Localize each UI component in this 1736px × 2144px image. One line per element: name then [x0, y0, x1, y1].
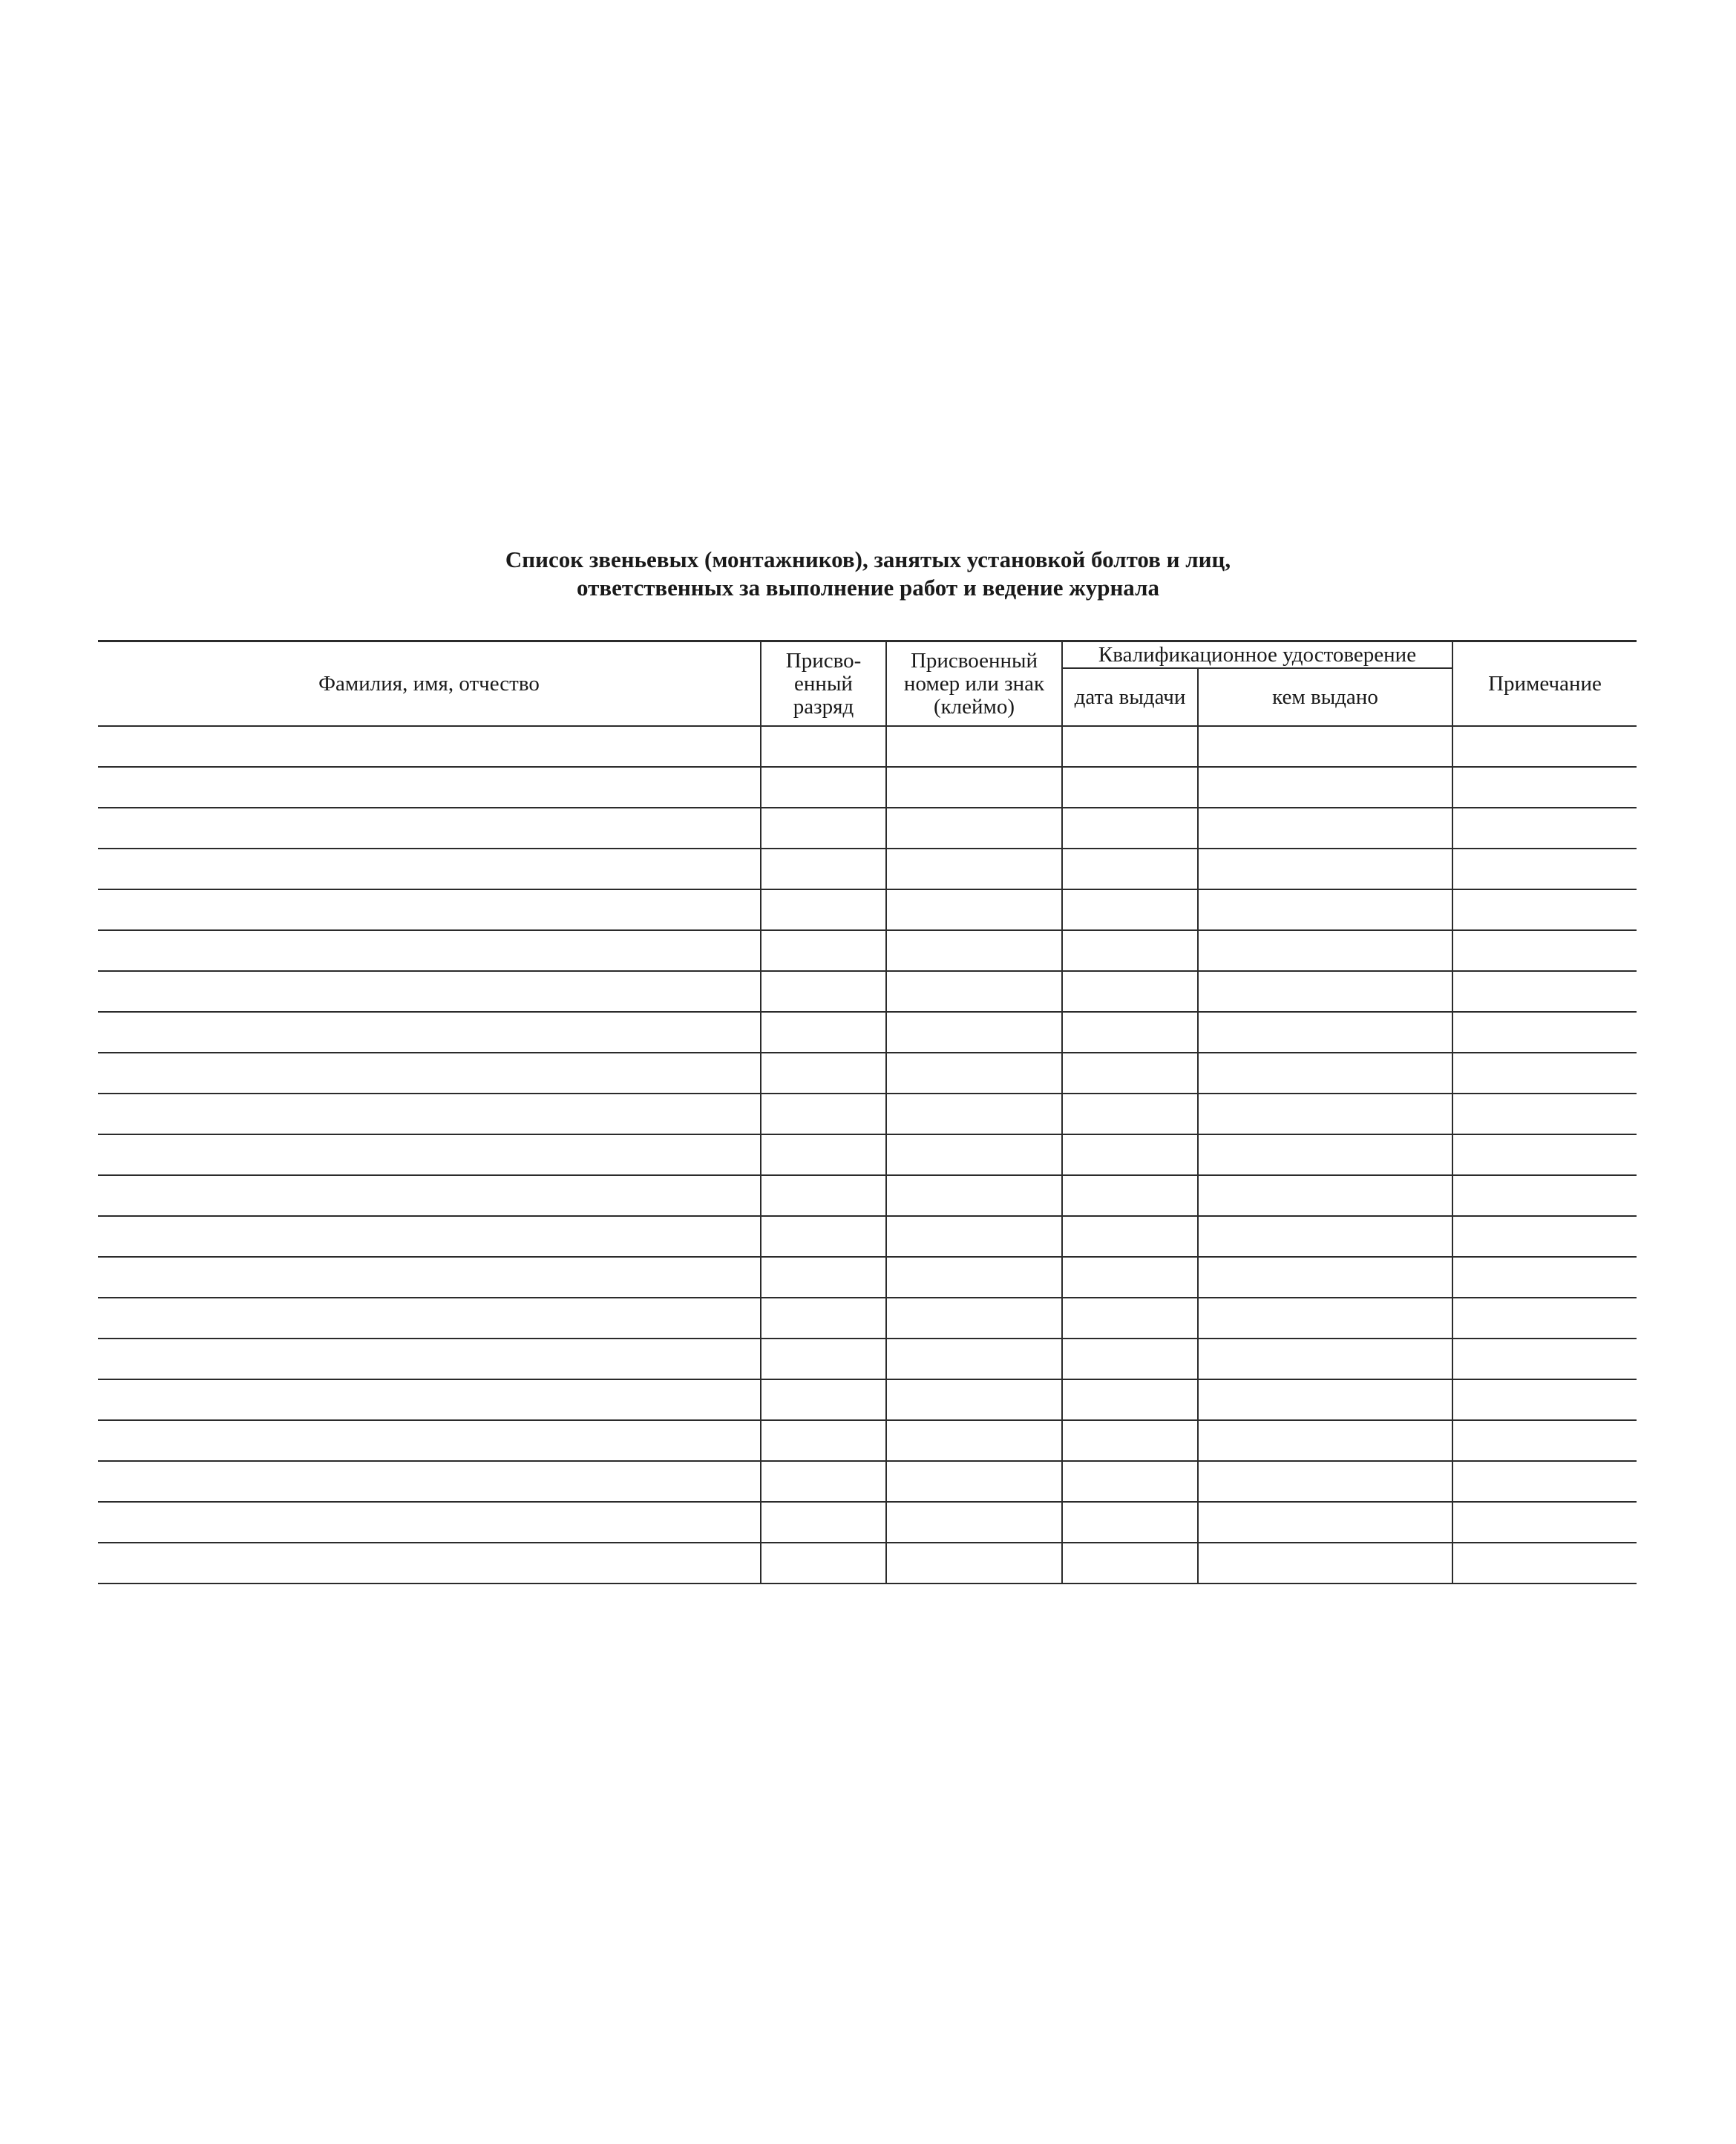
cell-issue-date [1062, 1012, 1198, 1053]
cell-issue-date [1062, 1134, 1198, 1175]
table-row [98, 971, 1637, 1012]
cell-issue-date [1062, 1053, 1198, 1094]
cell-assigned-number [886, 1012, 1062, 1053]
header-assigned-number-line-1: Присвоенный [910, 648, 1038, 673]
cell-issue-date [1062, 1298, 1198, 1339]
cell-full-name [98, 1012, 761, 1053]
cell-assigned-number [886, 726, 1062, 767]
cell-issue-date [1062, 726, 1198, 767]
title-line-1: Список звеньевых (монтажников), занятых установкой болтов и лиц, [505, 546, 1231, 572]
cell-note [1452, 930, 1637, 971]
cell-full-name [98, 1216, 761, 1257]
header-assigned-number-line-3: (клеймо) [933, 694, 1015, 719]
cell-assigned-number [886, 1461, 1062, 1502]
table-row [98, 808, 1637, 849]
cell-issued-by [1198, 1257, 1452, 1298]
header-qualification-certificate: Квалификационное удостоверение [1062, 641, 1452, 669]
cell-issue-date [1062, 1461, 1198, 1502]
cell-assigned-number [886, 1175, 1062, 1216]
cell-issued-by [1198, 1543, 1452, 1584]
header-issue-date: дата выдачи [1062, 668, 1198, 726]
table-row [98, 1216, 1637, 1257]
cell-assigned-rank [761, 849, 886, 889]
cell-assigned-number [886, 1339, 1062, 1379]
cell-issued-by [1198, 971, 1452, 1012]
document-title [0, 546, 1736, 602]
cell-issued-by [1198, 1134, 1452, 1175]
header-assigned-number [886, 641, 1062, 727]
cell-issue-date [1062, 1257, 1198, 1298]
table-row [98, 1502, 1637, 1543]
cell-full-name [98, 808, 761, 849]
header-issued-by: кем выдано [1198, 668, 1452, 726]
table-row [98, 1339, 1637, 1379]
cell-assigned-rank [761, 1502, 886, 1543]
table-row [98, 849, 1637, 889]
cell-issue-date [1062, 1502, 1198, 1543]
table-row [98, 726, 1637, 767]
cell-issued-by [1198, 1461, 1452, 1502]
cell-issued-by [1198, 930, 1452, 971]
cell-issue-date [1062, 1094, 1198, 1134]
cell-full-name [98, 1298, 761, 1339]
cell-assigned-number [886, 1094, 1062, 1134]
cell-note [1452, 889, 1637, 930]
table-body [98, 726, 1637, 1584]
cell-assigned-number [886, 1257, 1062, 1298]
cell-full-name [98, 1175, 761, 1216]
workers-list-table [98, 640, 1637, 1584]
cell-note [1452, 1134, 1637, 1175]
cell-issued-by [1198, 1298, 1452, 1339]
table-row [98, 1134, 1637, 1175]
cell-note [1452, 767, 1637, 808]
cell-assigned-number [886, 930, 1062, 971]
cell-assigned-number [886, 1420, 1062, 1461]
table-row [98, 767, 1637, 808]
cell-full-name [98, 726, 761, 767]
table-row [98, 1461, 1637, 1502]
cell-issued-by [1198, 1053, 1452, 1094]
table-row [98, 1298, 1637, 1339]
header-note: Примечание [1452, 641, 1637, 727]
cell-note [1452, 1175, 1637, 1216]
cell-assigned-rank [761, 1216, 886, 1257]
cell-issue-date [1062, 808, 1198, 849]
cell-assigned-rank [761, 1461, 886, 1502]
header-assigned-rank-line-2: енный [794, 671, 853, 696]
cell-issued-by [1198, 1012, 1452, 1053]
table-row [98, 1543, 1637, 1584]
cell-issued-by [1198, 1502, 1452, 1543]
cell-assigned-number [886, 767, 1062, 808]
cell-issued-by [1198, 1094, 1452, 1134]
table-row [98, 1053, 1637, 1094]
table-row [98, 889, 1637, 930]
cell-issued-by [1198, 1175, 1452, 1216]
header-assigned-number-line-2: номер или знак [903, 671, 1045, 696]
cell-issue-date [1062, 930, 1198, 971]
cell-full-name [98, 1502, 761, 1543]
cell-issued-by [1198, 808, 1452, 849]
cell-assigned-rank [761, 1420, 886, 1461]
cell-note [1452, 849, 1637, 889]
cell-issued-by [1198, 1420, 1452, 1461]
cell-assigned-number [886, 889, 1062, 930]
cell-full-name [98, 1134, 761, 1175]
cell-issued-by [1198, 849, 1452, 889]
header-assigned-rank [761, 641, 886, 727]
cell-assigned-rank [761, 1339, 886, 1379]
cell-full-name [98, 767, 761, 808]
cell-assigned-number [886, 1379, 1062, 1420]
cell-note [1452, 1216, 1637, 1257]
cell-assigned-rank [761, 1175, 886, 1216]
cell-note [1452, 1339, 1637, 1379]
cell-assigned-rank [761, 1257, 886, 1298]
cell-full-name [98, 1379, 761, 1420]
cell-assigned-number [886, 1053, 1062, 1094]
cell-issue-date [1062, 1379, 1198, 1420]
cell-issued-by [1198, 767, 1452, 808]
cell-note [1452, 1379, 1637, 1420]
table-row [98, 1175, 1637, 1216]
cell-assigned-number [886, 1543, 1062, 1584]
cell-assigned-rank [761, 726, 886, 767]
cell-assigned-number [886, 1502, 1062, 1543]
header-assigned-rank-line-3: разряд [793, 694, 854, 719]
cell-note [1452, 1461, 1637, 1502]
cell-full-name [98, 1543, 761, 1584]
cell-full-name [98, 1339, 761, 1379]
cell-note [1452, 1094, 1637, 1134]
cell-assigned-rank [761, 930, 886, 971]
cell-full-name [98, 930, 761, 971]
table-row [98, 1420, 1637, 1461]
cell-full-name [98, 1420, 761, 1461]
title-line-2: ответственных за выполнение работ и ведение журнала [577, 575, 1159, 601]
cell-note [1452, 1298, 1637, 1339]
cell-assigned-rank [761, 971, 886, 1012]
cell-full-name [98, 889, 761, 930]
cell-issue-date [1062, 1543, 1198, 1584]
cell-full-name [98, 1094, 761, 1134]
cell-issued-by [1198, 889, 1452, 930]
cell-issued-by [1198, 1379, 1452, 1420]
table-row [98, 930, 1637, 971]
cell-assigned-rank [761, 808, 886, 849]
cell-assigned-rank [761, 1012, 886, 1053]
cell-note [1452, 971, 1637, 1012]
cell-assigned-rank [761, 1298, 886, 1339]
cell-issue-date [1062, 971, 1198, 1012]
cell-full-name [98, 1053, 761, 1094]
cell-full-name [98, 849, 761, 889]
cell-note [1452, 726, 1637, 767]
cell-note [1452, 1053, 1637, 1094]
table-row [98, 1012, 1637, 1053]
cell-assigned-rank [761, 1094, 886, 1134]
cell-note [1452, 1420, 1637, 1461]
cell-issue-date [1062, 1420, 1198, 1461]
cell-issue-date [1062, 849, 1198, 889]
table-row [98, 1257, 1637, 1298]
header-assigned-rank-line-1: Присво- [785, 648, 862, 673]
cell-assigned-rank [761, 1134, 886, 1175]
cell-issue-date [1062, 767, 1198, 808]
cell-assigned-number [886, 1216, 1062, 1257]
cell-issue-date [1062, 1175, 1198, 1216]
table-row [98, 1094, 1637, 1134]
cell-full-name [98, 1257, 761, 1298]
cell-issued-by [1198, 726, 1452, 767]
cell-assigned-rank [761, 889, 886, 930]
cell-issue-date [1062, 1216, 1198, 1257]
cell-assigned-number [886, 849, 1062, 889]
cell-assigned-rank [761, 767, 886, 808]
cell-note [1452, 1502, 1637, 1543]
cell-issued-by [1198, 1216, 1452, 1257]
header-full-name: Фамилия, имя, отчество [98, 641, 761, 727]
cell-issue-date [1062, 1339, 1198, 1379]
cell-note [1452, 808, 1637, 849]
cell-assigned-number [886, 1298, 1062, 1339]
cell-assigned-number [886, 1134, 1062, 1175]
cell-assigned-number [886, 808, 1062, 849]
cell-assigned-rank [761, 1379, 886, 1420]
cell-assigned-number [886, 971, 1062, 1012]
cell-note [1452, 1012, 1637, 1053]
cell-full-name [98, 971, 761, 1012]
cell-assigned-rank [761, 1053, 886, 1094]
cell-issue-date [1062, 889, 1198, 930]
cell-full-name [98, 1461, 761, 1502]
cell-assigned-rank [761, 1543, 886, 1584]
table-row [98, 1379, 1637, 1420]
cell-note [1452, 1543, 1637, 1584]
cell-issued-by [1198, 1339, 1452, 1379]
cell-note [1452, 1257, 1637, 1298]
